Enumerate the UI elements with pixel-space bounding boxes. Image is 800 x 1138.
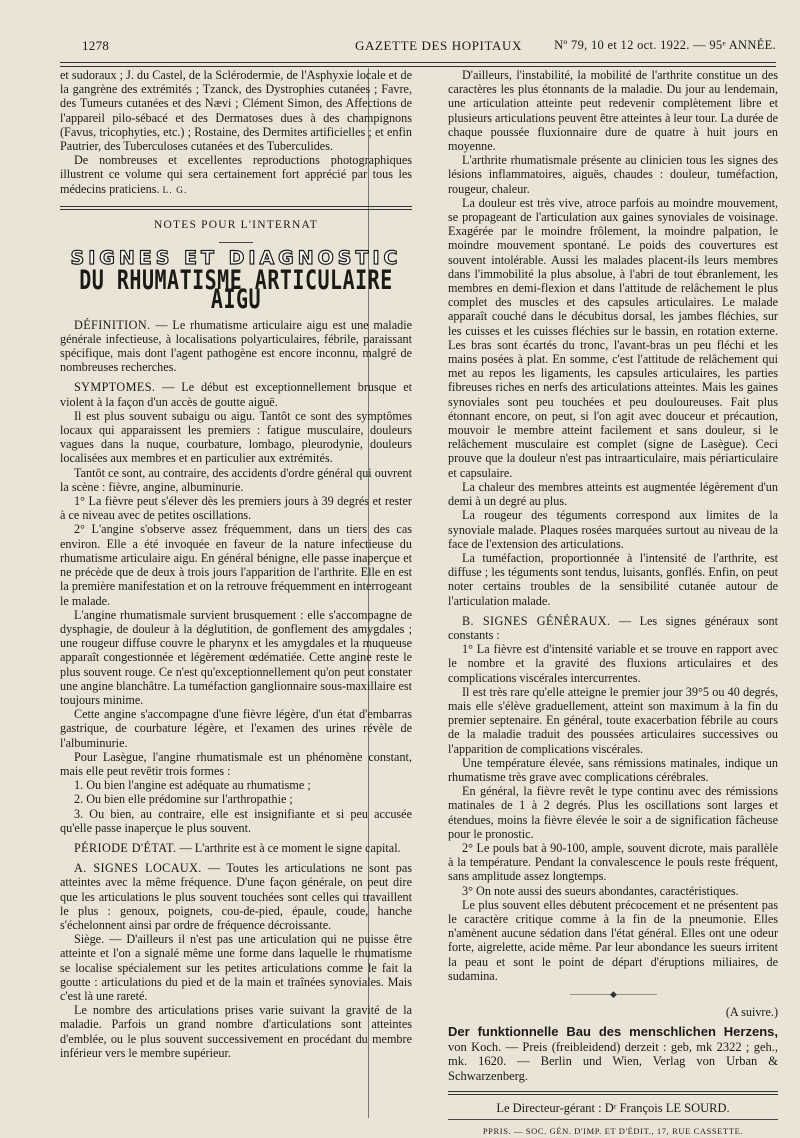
symptomes-paragraph: [60, 380, 412, 408]
article-title-line2: DU RHUMATISME ARTICULAIRE AIGU: [79, 263, 393, 316]
definition-paragraph: [60, 318, 412, 375]
left-column: [60, 68, 412, 1060]
definition-text: — Le rhumatisme articulaire aigu est une maladie générale infectieuse, à localisations polyarticulaires, fébrile, paraissant spécifique, mais dont l'agent pathogène est encore inconnu, malgré de nombreuses recherches.: [60, 317, 412, 375]
list-item: 2. Ou bien elle prédomine sur l'arthropathie ;: [74, 792, 293, 807]
angine-paragraph: 2° L'angine s'observe assez fréquemment, dans un tiers des cas environ. Elle a été invoquée en faveur de la nature infectieuse du rhumatisme articulaire aigu. En général bénigne, elle passe inaperçue et ne précède que de deux à trois jours l'apparition de l'arthrite. Elle en est la première manifestation et on la retrouve fréquemment en interrogeant le malade.: [60, 522, 412, 608]
page-header: [60, 30, 776, 54]
right-column: [448, 68, 778, 1138]
signes-locaux-label: A. SIGNES LOCAUX.: [74, 861, 202, 876]
book-details: von Koch. — Preis (freibleidend) derzeit : geb, mk 2322 ; geh., mk. 1620. — Berlin und Wien, Verlag von Urban & Schwarzenberg.: [448, 1039, 778, 1083]
rougeur-paragraph: La rougeur des téguments correspond aux limites de la synoviale malade. Plaques rosées marquées surtout au niveau de la face de l'extension des articulations.: [448, 508, 778, 551]
page-number: 1278: [82, 38, 110, 53]
section-rule: [60, 206, 412, 210]
chaleur-paragraph: La chaleur des membres atteints est augmentée légèrement d'un demi à un degré au plus.: [448, 479, 778, 509]
book-notice: [448, 1025, 778, 1083]
symptomes-text: — Le début est exceptionnellement brusque et violent à la façon d'un accès de goutte aiguë.: [60, 380, 412, 409]
signes-generaux-label: B. SIGNES GÉNÉRAUX.: [462, 613, 611, 628]
director-line: Le Directeur-gérant : Dʳ François LE SOURD.: [496, 1101, 730, 1116]
signes-generaux-paragraph: [448, 614, 778, 642]
periode-text: — L'arthrite est à ce moment le signe capital.: [176, 840, 401, 855]
tumefaction-paragraph: La tuméfaction, proportionnée à l'intensité de l'arthrite, est diffuse ; les téguments sont tendus, luisants, gonflés. Enfin, on peut noter certains troubles de la sensibilité cutanée autour de l'articulation malade.: [448, 550, 778, 608]
douleur-paragraph: La douleur est très vive, atroce parfois au moindre mouvement, se propageant de l'articulation aux gaines synoviales de voisinage. Exagérée par le moindre frôlement, la moindre palpation, le moindre mouvement spontané. Le poids des couvertures est souvent intolérable. Aussi les malades placent-ils leurs membres dans l'immobilité la plus absolue, à l'abri de tout ébranlement, les membres en demi-flexion et dans l'attitude de relâchement le plus complet des muscles et des capsules articulaires. Le malade apparaît couché dans le décubitus dorsal, les jambes fléchies, sur les cuisses et les cuisses fléchies sur le bassin, en rotation externe. Les bras sont écartés du tronc, l'avant-bras un peu fléchi et les mains posées à plat. En somme, c'est l'attitude de relâchement qui met au repos les ligaments, les capsules articulaires, les parties fibreuses riches en nerfs des articulations atteintes. Mais les gaines synoviales sont peu touchées et peu douloureuses. Fait plus étonnant encore, on peut, si l'on agit avec douceur et précaution, mouvoir le membre atteint facilement et sans douleur, si le relâchement musculaire est complet (signe de Lasègue). Ceci prouve que la douleur n'est pas intraarticulaire, mais périarticulaire et capsulaire.: [448, 195, 778, 480]
list-item: 1. Ou bien l'angine est adéquate au rhumatisme ;: [74, 778, 311, 793]
journal-title: GAZETTE DES HOPITAUX: [355, 38, 522, 53]
book-title: Der funktionnelle Bau des menschlichen Herzens,: [448, 1024, 778, 1040]
rare-paragraph: Il est très rare qu'elle atteigne le premier jour 39°5 ou 40 degrés, mais elle s'élève graduellement, atteint son maximum à la fin du premier septenaire. En général, toute exacerbation fébrile au cours de la maladie traduit des poussées articulaires successives ou l'apparition de complications viscérales.: [448, 684, 778, 756]
siege-paragraph: Siège. — D'ailleurs il n'est pas une articulation qui ne puisse être atteinte et l'on a signalé même une forme dans laquelle le rhumatisme se localise spécialement sur les petites articulations comme le fait la goutte : articulations du pied et de la main et traînées synoviales. Mais c'est là une rareté.: [60, 932, 412, 1003]
review-closing-text: De nombreuses et excellentes reproductions photographiques illustrent ce volume qui sera certainement fort apprécié par tous les médecins praticiens.: [60, 153, 412, 196]
nombre-paragraph: Le nombre des articulations prises varie suivant la gravité de la maladie. Parfois un grand nombre d'articulations sont atteintes d'emblée, ou le plus souvent successivement en procédant du membre inférieur vers le membre supérieur.: [60, 1003, 412, 1060]
instabilite-paragraph: D'ailleurs, l'instabilité, la mobilité de l'arthrite constitue un des caractères les plus étonnants de la maladie. Du jour au lendemain, une articulation atteinte peut redevenir complètement libre et plusieurs articulations peuvent être atteintes à leur tour. La durée de chaque poussée fluxionnaire dure de quatre à huit jours en moyenne.: [448, 68, 778, 154]
ornament-rule: —————◆—————: [570, 989, 656, 999]
angine-paragraph-3: Cette angine s'accompagne d'une fièvre légère, d'un état d'embarras gastrique, de courbature légère, et l'examen des urines révèle de l'albuminurie.: [60, 707, 412, 750]
list-item: 3. Ou bien, au contraire, elle est insignifiante et si peu accusée qu'elle passe inaperçue le plus souvent.: [60, 806, 412, 835]
footer-rule: [448, 1091, 778, 1095]
short-rule: [219, 242, 253, 243]
angine-paragraph-2: L'angine rhumatismale survient brusquement : elle s'accompagne de dysphagie, de douleur à la déglutition, de gonflement des amygdales ; une rougeur diffuse couvre le pharynx et les amygdales et la muqueuse apparaît congestionnée et légèrement œdématiée. Cette angine reste le plus souvent rouge. Ce n'est qu'exceptionnellement qu'on peut constater une angine blanchâtre. La tuméfaction ganglionnaire sous-maxillaire est toujours minime.: [60, 607, 412, 707]
tantot-paragraph: Tantôt ce sont, au contraire, des accidents d'ordre général qui ouvrent la scène : fièvre, angine, albuminurie.: [60, 465, 412, 494]
lasegue-paragraph: Pour Lasègue, l'angine rhumatismale est un phénomène constant, mais elle peut revêtir trois formes :: [60, 749, 412, 778]
sudation-paragraph: Le plus souvent elles débutent précocement et ne présentent pas le caractère critique comme à la fin de la pneumonie. Elles n'amènent aucune sédation dans l'état général. Elles ont une odeur forte, aigrelette, acide même. Par leur abondance les sueurs irritent la peau et sont le point de départ d'éruptions miliaires, de sudamina.: [448, 897, 778, 983]
fievre-paragraph: 1° La fièvre peut s'élever dès les premiers jours à 39 degrés et rester à ce niveau avec de petites oscillations.: [60, 494, 412, 523]
signes-locaux-paragraph: [60, 861, 412, 932]
periode-label: PÉRIODE D'ÉTAT.: [74, 840, 177, 855]
review-intro: et sudoraux ; J. du Castel, de la Sclérodermie, de l'Asphyxie locale et de la gangrène des extrémités ; Tzanck, des Dystrophies cutanées ; Favre, des Tumeurs cutanées et des Nævi ; Clément Simon, des Affections de l'appareil pilo-sébacé et des Dermatoses dues à des champignons (Favus, tricophyties, etc.) ; Rostaine, des Dermites artificielles ; et enfin Pautrier, des Tuberculoses cutanées et des Tuberculides.: [60, 68, 412, 154]
sueurs-paragraph: 3° On note aussi des sueurs abondantes, caractéristiques.: [462, 883, 739, 898]
pouls-paragraph: 2° Le pouls bat à 90-100, ample, souvent dicrote, mais parallèle à la température. Pendant la convalescence le pouls reste fréquent, sans amplitude assez longtemps.: [448, 840, 778, 884]
article-title-line1: SIGNES ET DIAGNOSTIC: [70, 247, 402, 270]
subaigu-paragraph: Il est plus souvent subaigu ou aigu. Tantôt ce sont des symptômes locaux qui apparaissent les premiers : fatigue musculaire, douleurs vagues dans la nuque, courbature, lombago, pleurodynie, douleurs localisées aux membres et en particulier aux extrémités.: [60, 408, 412, 466]
type-paragraph: En général, la fièvre revêt le type continu avec des rémissions matinales de 1 à 2 degrés. Plus les oscillations sont larges et étendues, moins la fièvre élevée le soir a de signification fâcheuse pour le pronostic.: [448, 784, 778, 841]
signes-inflammatoires-paragraph: L'arthrite rhumatismale présente au clinicien tous les signes des lésions inflammatoires, aiguës, chaudes : douleur, tuméfaction, rougeur, chaleur.: [448, 153, 778, 196]
printer-line: PPRIS. — SOC. GÉN. D'IMP. ET D'ÉDIT., 17, RUE CASSETTE.: [482, 1125, 744, 1136]
review-closing: [60, 153, 412, 198]
fievre-variable-paragraph: 1° La fièvre est d'intensité variable et se trouve en rapport avec le nombre et la gravité des fluxions articulaires et des complications viscérales intercurrentes.: [448, 642, 778, 685]
definition-label: DÉFINITION.: [74, 317, 151, 332]
symptomes-label: SYMPTOMES.: [74, 380, 156, 395]
header-rule: [60, 62, 776, 67]
signes-locaux-text: — Toutes les articulations ne sont pas atteintes avec la même fréquence. D'une façon générale, on peut dire que les articulations le plus souvent touchées sont celles qui travaillent le plus : genoux, poignets, cou-de-pied, épaule, coude, hanche s'échelonnent ainsi par ordre de fréquence décroissante.: [60, 861, 412, 932]
issue-info: Nº 79, 10 et 12 oct. 1922. — 95ᵉ ANNÉE.: [554, 38, 776, 52]
footer-thin-rule: [448, 1119, 778, 1120]
periode-paragraph: [60, 841, 412, 855]
section-label: NOTES POUR L'INTERNAT: [154, 218, 318, 231]
temperature-paragraph: Une température élevée, sans rémissions matinales, indique un rhumatisme très grave avec complications cérébrales.: [448, 755, 778, 784]
review-signature: L. G.: [162, 185, 188, 196]
a-suivre: (A suivre.): [725, 1005, 778, 1020]
signes-generaux-text: — Les signes généraux sont constants :: [448, 613, 779, 642]
